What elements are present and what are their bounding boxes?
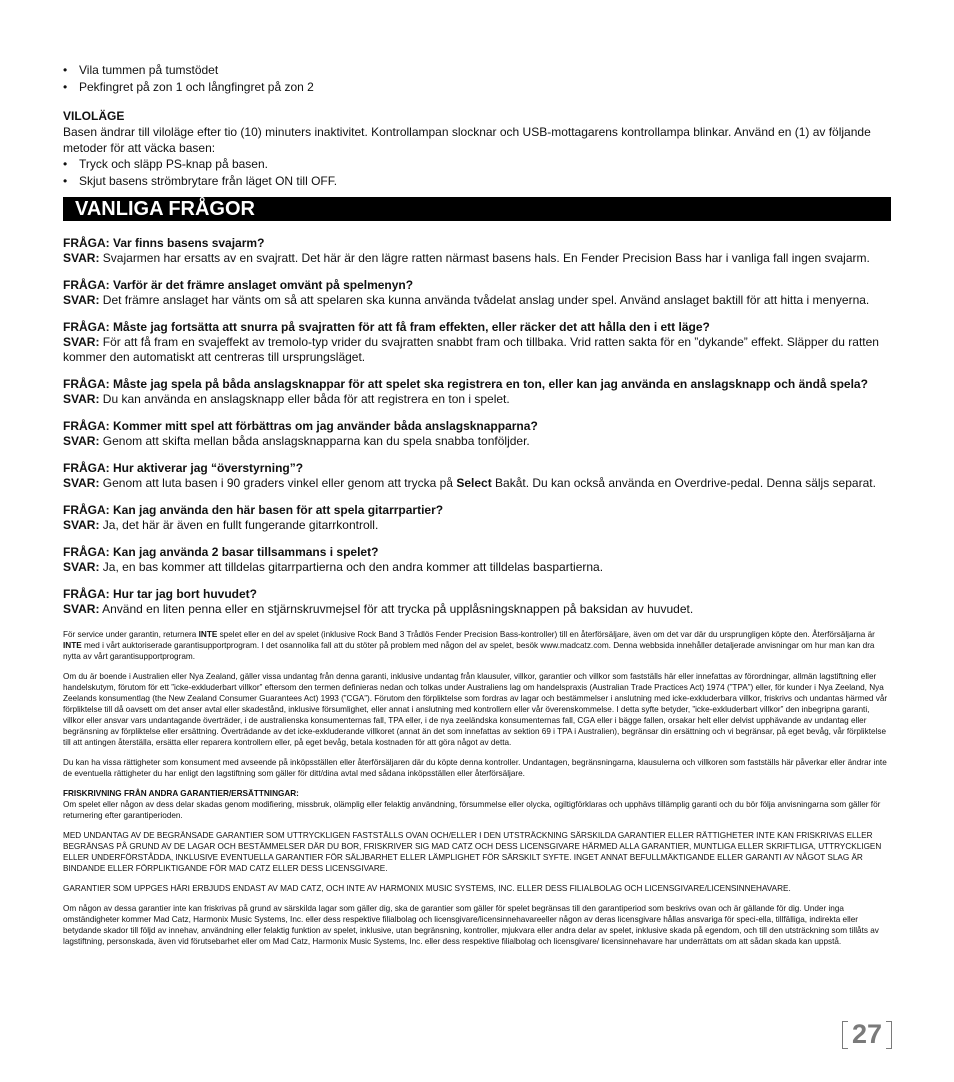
answer-label: SVAR: — [63, 392, 100, 406]
faq-answer: SVAR: Du kan använda en anslagsknapp eller båda för att registrera en ton i spelet. — [63, 392, 510, 406]
faq-answer: SVAR: Svajarmen har ersatts av en svajratt. Det här är den lägre ratten närmast basens hals. En Fender Precision Bass har i vanliga fall ingen svajarm. — [63, 251, 870, 265]
faq-question: FRÅGA: Måste jag spela på båda anslagsknappar för att spelet ska registrera en ton, eller kan jag använda en anslagsknapp och ändå spela? — [63, 377, 868, 391]
faq-item — [63, 278, 891, 308]
warranty-disclaimer-paragraph: Om spelet eller någon av dess delar skadas genom modifiering, missbruk, olämplig eller felaktig användning, försummelse eller olycka, ogiltigförklaras och upphävs tillämplig garanti och du bör följa anvisningarna som gäller för returnering efter garantiperioden. — [63, 800, 881, 820]
warranty-limitation-paragraph: Om någon av dessa garantier inte kan friskrivas på grund av särskilda lagar som gäller dig, ska de garantier som gäller för spelet begränsas till den garantiperiod som beskrivs ovan och är gällande för dig. Under inga omständigheter kommer Mad Catz, Harmonix Music Systems, Inc. eller dess respektive filialbolag och licensgivare/licensinnehavareeller någon av deras licensgivare hållas ansvariga för speci-ella, tillfälliga, indirekta eller betydande skador till följd av innehav, användning eller felaktig funktion av spelet, inklusive, utan begränsning, kontroller, mjukvara eller andra delar av spelet, inklusive skada på egendom, och till den utsträckning som tillåts av lagstiftning, personskada, även vid förutsebarhet eller om Mad Catz, Harmonix Music Systems, Inc. eller dess respektive filialbolag och licensgivare/ licensinnehavare har underrättats om att sådan skada kan uppstå. — [63, 904, 879, 946]
faq-answer: SVAR: Ja, en bas kommer att tilldelas gitarrpartierna och den andra kommer att tilldelas baspartierna. — [63, 560, 604, 574]
faq-question: FRÅGA: Hur tar jag bort huvudet? — [63, 587, 257, 601]
list-item: • Pekfingret på zon 1 och långfingret på zon 2 — [63, 79, 891, 96]
faq-item — [63, 503, 891, 533]
answer-label: SVAR: — [63, 518, 100, 532]
faq-answer: SVAR: För att få fram en svajeffekt av tremolo-typ vrider du svajratten snabbt fram och tillbaka. Vrid ratten sakta för en ”dykande” effekt. Släpper du ratten kommer den automatiskt att centreras till ursprungsläget. — [63, 335, 879, 364]
page-number: 27 — [842, 1018, 892, 1050]
faq-item — [63, 320, 891, 365]
faq-question: FRÅGA: Var finns basens svajarm? — [63, 236, 265, 250]
list-item: • Skjut basens strömbrytare från läget ON till OFF. — [63, 173, 891, 190]
faq-answer: SVAR: Det främre anslaget har vänts om så att spelaren ska kunna använda tvådelat anslag under spel. Använd anslaget baktill för att hitta i menyerna. — [63, 293, 870, 307]
answer-label: SVAR: — [63, 293, 100, 307]
faq-answer: SVAR: Ja, det här är även en fullt fungerande gitarrkontroll. — [63, 518, 379, 532]
warranty-rights-paragraph: Du kan ha vissa rättigheter som konsument med avseende på inköpsställen eller återförsäljaren där du köpte denna kontroller. Undantagen, begränsningarna, klausulerna och villkoren som fastställs här påverkar eller ändrar inte de eventuella rättigheter du har enligt den lagstiftning som gäller för ditt/dina avtal med sådana inköpsställen eller återförsäljare. — [63, 758, 887, 778]
faq-answer: SVAR: Genom att luta basen i 90 graders vinkel eller genom att trycka på Select Bakåt. Du kan också använda en Overdrive-pedal. Denna säljs separat. — [63, 476, 876, 490]
warranty-caps-paragraph: MED UNDANTAG AV DE BEGRÄNSADE GARANTIER SOM UTTRYCKLIGEN FASTSTÄLLS OVAN OCH/ELLER I DEN UTSTRÄCKNING SÄRSKILDA GARANTIER ELLER RÄTTIGHETER INTE KAN FRISKRIVAS ELLER BEGRÄNSAS PÅ GRUND AV DE LAGAR OCH BESTÄMMELSER DÄR DU BOR, FRISKRIVER SIG MAD CATZ OCH DESS LICENSGIVARE HÄRMED ALLA GARANTIER, MUNTLIGA ELLER SKRIFTLIGA, UTTRYCKLIGEN ELLER UNDERFÖRSTÅDDA, INKLUSIVE EVENTUELLA GARANTIER FÖR SÄLJBARHET ELLER LÄMPLIGHET FÖR SÄRSKILT SYFTE. INGET ANNAT BEFULLMÄKTIGANDE ELLER GARANTI AV NÅGOT SLAG ÄR BINDANDE ELLER FÖRPLIKTIGANDE FÖR MAD CATZ ELLER DESS LICENSGIVARE. — [63, 831, 882, 873]
warranty-disclaimer-heading: FRISKRIVNING FRÅN ANDRA GARANTIER/ERSÄTTNINGAR: — [63, 789, 299, 798]
faq-answer: SVAR: Använd en liten penna eller en stjärnskruvmejsel för att trycka på upplåsningsknappen på baksidan av huvudet. — [63, 602, 694, 616]
answer-label: SVAR: — [63, 251, 100, 265]
select-button-name: Select — [456, 476, 492, 490]
faq-item — [63, 545, 891, 575]
faq-item — [63, 587, 891, 617]
answer-label: SVAR: — [63, 476, 100, 490]
faq-item — [63, 377, 891, 407]
list-item: • Tryck och släpp PS-knap på basen. — [63, 156, 891, 173]
answer-label: SVAR: — [63, 434, 100, 448]
faq-question: FRÅGA: Måste jag fortsätta att snurra på svajratten för att få fram effekten, eller räcker det att hålla den i ett läge? — [63, 320, 710, 334]
page-content — [63, 62, 891, 947]
faq-question: FRÅGA: Kan jag använda den här basen för att spela gitarrpartier? — [63, 503, 444, 517]
answer-label: SVAR: — [63, 602, 100, 616]
grip-bullets — [63, 62, 891, 96]
faq-question: FRÅGA: Kommer mitt spel att förbättras om jag använder båda anslagsknapparna? — [63, 419, 538, 433]
faq-answer: SVAR: Genom att skifta mellan båda anslagsknapparna kan du spela snabba tonföljder. — [63, 434, 530, 448]
answer-label: SVAR: — [63, 335, 100, 349]
faq-question: FRÅGA: Hur aktiverar jag “överstyrning”? — [63, 461, 304, 475]
faq-question: FRÅGA: Kan jag använda 2 basar tillsammans i spelet? — [63, 545, 379, 559]
warranty-service-paragraph: För service under garantin, returnera INTE spelet eller en del av spelet (inklusive Rock Band 3 Trådlös Fender Precision Bass-kontroller) till en återförsäljare, även om det var där du ursprungligen köpte den. Återförsäljarna är INTE med i vårt auktoriserade garantisupportprogram. I det osannolika fall att du stöter på problem med någon del av spelet, besök www.madcatz.com. Denna webbsida innehåller detaljerade anvisningar om hur man kan dra nytta av vårt garantisupportprogram. — [63, 630, 875, 661]
faq-item — [63, 419, 891, 449]
warranty-australia-paragraph: Om du är boende i Australien eller Nya Zealand, gäller vissa undantag från denna garanti, inklusive undantag från klausuler, villkor, garantier och villkor som fastställs här eller innefattas av förordningar, allmän lagstiftning eller handelskutym, förutom för ett ”icke-exkluderbart villkor” eftersom den termen definieras nedan och tolkas under Australiens lag om handelspraxis (Australian Trade Practices Act) 1974 (”TPA”) eller, för kunder i Nya Zeeland, Nya Zeelands konsumentlag (the New Zealand Consumer Guarantees Act) 1993 (”CGA”). Förutom den förpliktelse som fordras av lagar och bestämmelser i anslutning med icke-exkluderbara villkor, friskrivs och undantas härmed vår förpliktelse till då oavsett om det anser avtal eller skadestånd, inklusive försumlighet, eller annat i anslutning med kontrollern eller vår överenskommelse. I detta syfte betyder, ”icke-exkluderbart villkor” den inbegripna garanti, villkor eller ansvar vars undantagande överträder, i de australienska konsumenternas fall, TPA eller, i de nya zeeländska konsumenternas fall, CGA eller i bägge fallen, orsakar helt eller delvist upphävande av undantag eller begränsning av förpliktelse eller ersättning. Överträdande av det icke-exkluderande villkoret (annat än det som innefattas av sektion 69 i TPA i Australien), begränsar din ersättning och vi begränsar, på eget bevåg, vår förpliktelse till att antingen återställa, ersätta eller reparera kontrollern eller, på eget bevåg, betala kostnaden för att göra något av detta. — [63, 672, 888, 747]
sleep-mode-heading: VILOLÄGE — [63, 109, 125, 123]
sleep-mode-bullets — [63, 156, 891, 190]
faq-section-title: VANLIGA FRÅGOR — [63, 197, 891, 221]
list-item: • Vila tummen på tumstödet — [63, 62, 891, 79]
faq-item — [63, 236, 891, 266]
faq-question: FRÅGA: Varför är det främre anslaget omvänt på spelmenyn? — [63, 278, 414, 292]
warranty-harmonix-paragraph: GARANTIER SOM UPPGES HÄRI ERBJUDS ENDAST AV MAD CATZ, OCH INTE AV HARMONIX MUSIC SYSTEMS, INC. ELLER DESS FILIALBOLAG OCH LICENSGIVARE/LICENSINNEHAVARE. — [63, 884, 791, 893]
sleep-mode-text: Basen ändrar till viloläge efter tio (10) minuters inaktivitet. Kontrollampan slocknar och USB-mottagarens kontrollampa blinkar. Använd en (1) av följande metoder för att väcka basen: — [63, 125, 871, 155]
answer-label: SVAR: — [63, 560, 100, 574]
faq-item — [63, 461, 891, 491]
